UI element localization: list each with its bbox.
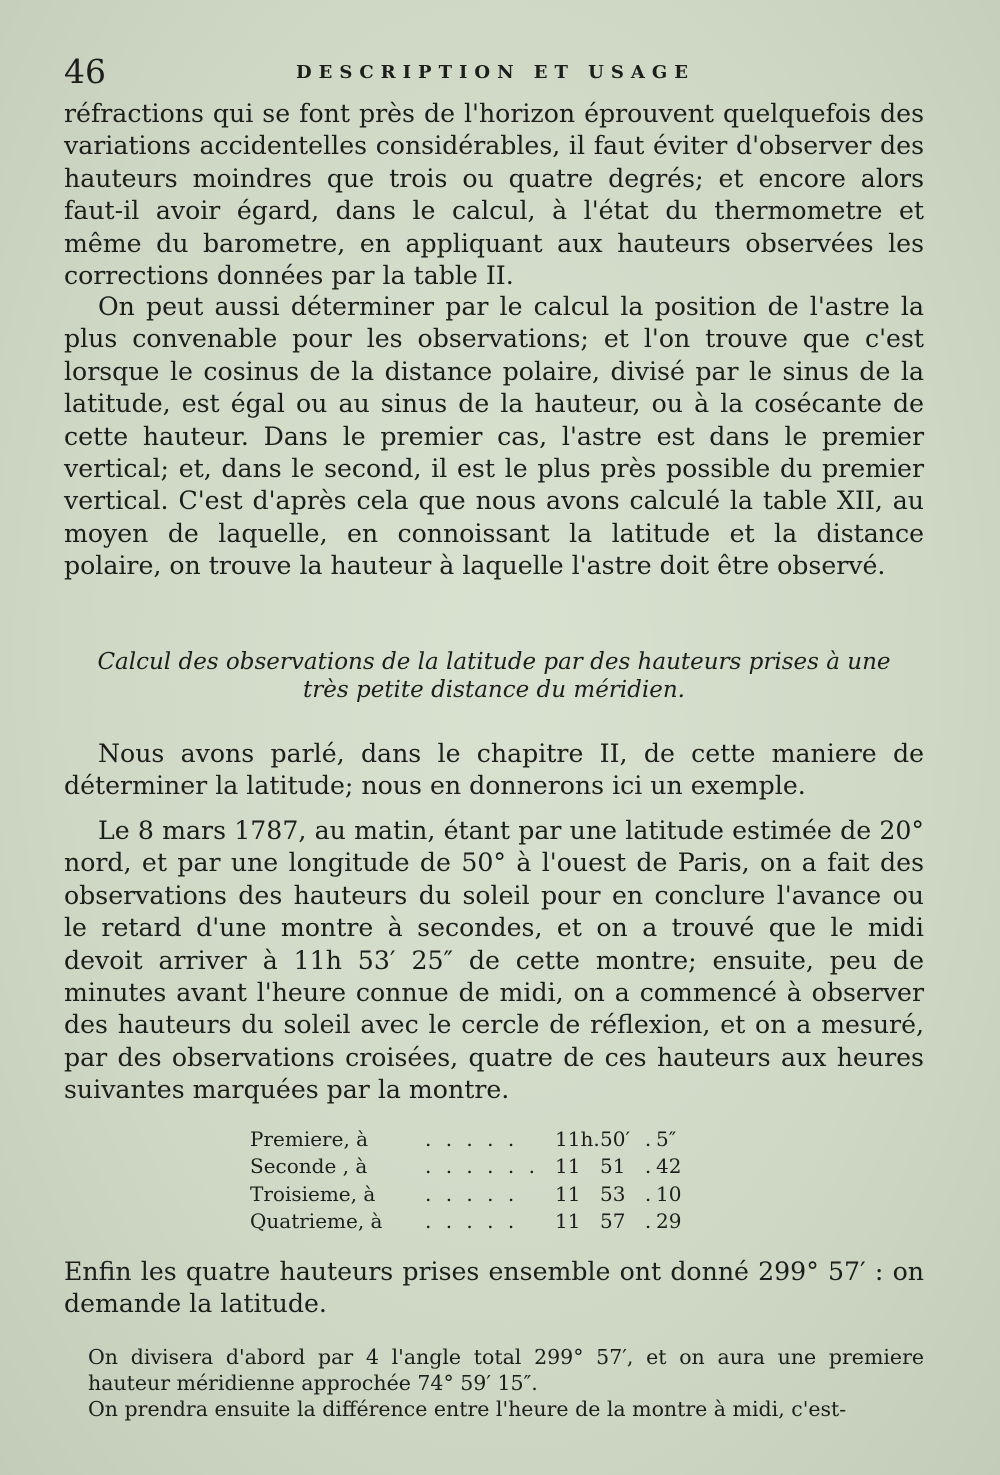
obs-minutes: 57 [600,1208,626,1233]
obs-label: Troisieme, à [250,1181,376,1206]
obs-leader-dots: . . . . . [425,1181,519,1206]
paragraph-2 [64,291,924,583]
obs-hours: 11h. [555,1127,600,1151]
obs-seconds: 42 [656,1154,682,1179]
paragraph-6 [88,1344,924,1396]
section-heading-line-2: très petite distance du méridien. [303,677,685,703]
table-row [250,1208,770,1235]
obs-separator: . [644,1154,652,1179]
obs-seconds: 29 [656,1208,682,1233]
running-title: DESCRIPTION ET USAGE [296,62,695,83]
obs-separator: . [644,1127,652,1151]
obs-label: Premiere, à [250,1127,369,1151]
obs-hours: 11 [555,1154,581,1179]
observation-times-table [250,1126,770,1235]
obs-seconds: 5″ [656,1127,677,1151]
paragraph-1 [64,98,924,292]
table-row [250,1153,770,1180]
obs-hours: 11 [555,1208,581,1233]
paragraph-text: On prendra ensuite la différence entre l'heure de la montre à midi, c'est- [88,1397,847,1421]
obs-label: Quatrieme, à [250,1208,383,1233]
paragraph-3 [64,738,924,803]
table-row [250,1181,770,1208]
paragraph-text: réfractions qui se font près de l'horizon éprouvent quelquefois des variations accidentelles considérables, il faut éviter d'observer des hauteurs moindres que trois ou quatre degrés; et encore alors faut-il avoir égard, dans le calcul, à l'état du thermometre et même du barometre, en appliquant aux hauteurs observées les corrections données par la table II. [64,99,924,291]
paragraph-text: Nous avons parlé, dans le chapitre II, de cette maniere de déterminer la latitude; nous en donnerons ici un exemple. [64,739,924,801]
obs-seconds: 10 [656,1181,682,1206]
page-number: 46 [64,52,106,91]
obs-separator: . [644,1181,652,1206]
obs-minutes: 51 [600,1154,626,1179]
section-heading-line-1: Calcul des observations de la latitude par des hauteurs prises à une [97,649,891,675]
paragraph-text: Le 8 mars 1787, au matin, étant par une latitude estimée de 20° nord, et par une longitude de 50° à l'ouest de Paris, on a fait des observations des hauteurs du soleil pour en conclure l'avance ou le retard d'une montre à secondes, et on a trouvé que le midi devoit arriver à 11h 53′ 25″ de cette montre; ensuite, peu de minutes avant l'heure connue de midi, on a commencé à observer des hauteurs du soleil avec le cercle de réflexion, et on a mesuré, par des observations croisées, quatre de ces hauteurs aux heures suivantes marquées par la montre. [64,816,924,1105]
obs-minutes: 50′ [600,1127,630,1151]
page-header [64,52,930,92]
paragraph-7 [88,1396,924,1422]
paragraph-text: On peut aussi déterminer par le calcul la position de l'astre la plus convenable pour les observations; et l'on trouve que c'est lorsque le cosinus de la distance polaire, divisé par le sinus de la latitude, est égal ou au sinus de la hauteur, ou à la cosécante de cette hauteur. Dans le premier cas, l'astre est dans le premier vertical; et, dans le second, il est le plus près possible du premier vertical. C'est d'après cela que nous avons calculé la table XII, au moyen de laquelle, en connoissant la latitude et la distance polaire, on trouve la hauteur à laquelle l'astre doit être observé. [64,292,924,581]
paragraph-5 [64,1256,924,1321]
obs-leader-dots: . . . . . [425,1127,519,1151]
obs-label: Seconde , à [250,1154,368,1179]
section-heading [64,648,924,704]
paragraph-4 [64,815,924,1107]
obs-separator: . [644,1208,652,1233]
obs-hours: 11 [555,1181,581,1206]
paragraph-text: On divisera d'abord par 4 l'angle total 299° 57′, et on aura une premiere hauteur méridienne approchée 74° 59′ 15″. [88,1345,924,1395]
paragraph-text: Enfin les quatre hauteurs prises ensemble ont donné 299° 57′ : on demande la latitude. [64,1257,924,1319]
obs-leader-dots: . . . . . . [425,1154,539,1179]
obs-leader-dots: . . . . . [425,1208,519,1233]
obs-minutes: 53 [600,1181,626,1206]
table-row [250,1126,770,1153]
